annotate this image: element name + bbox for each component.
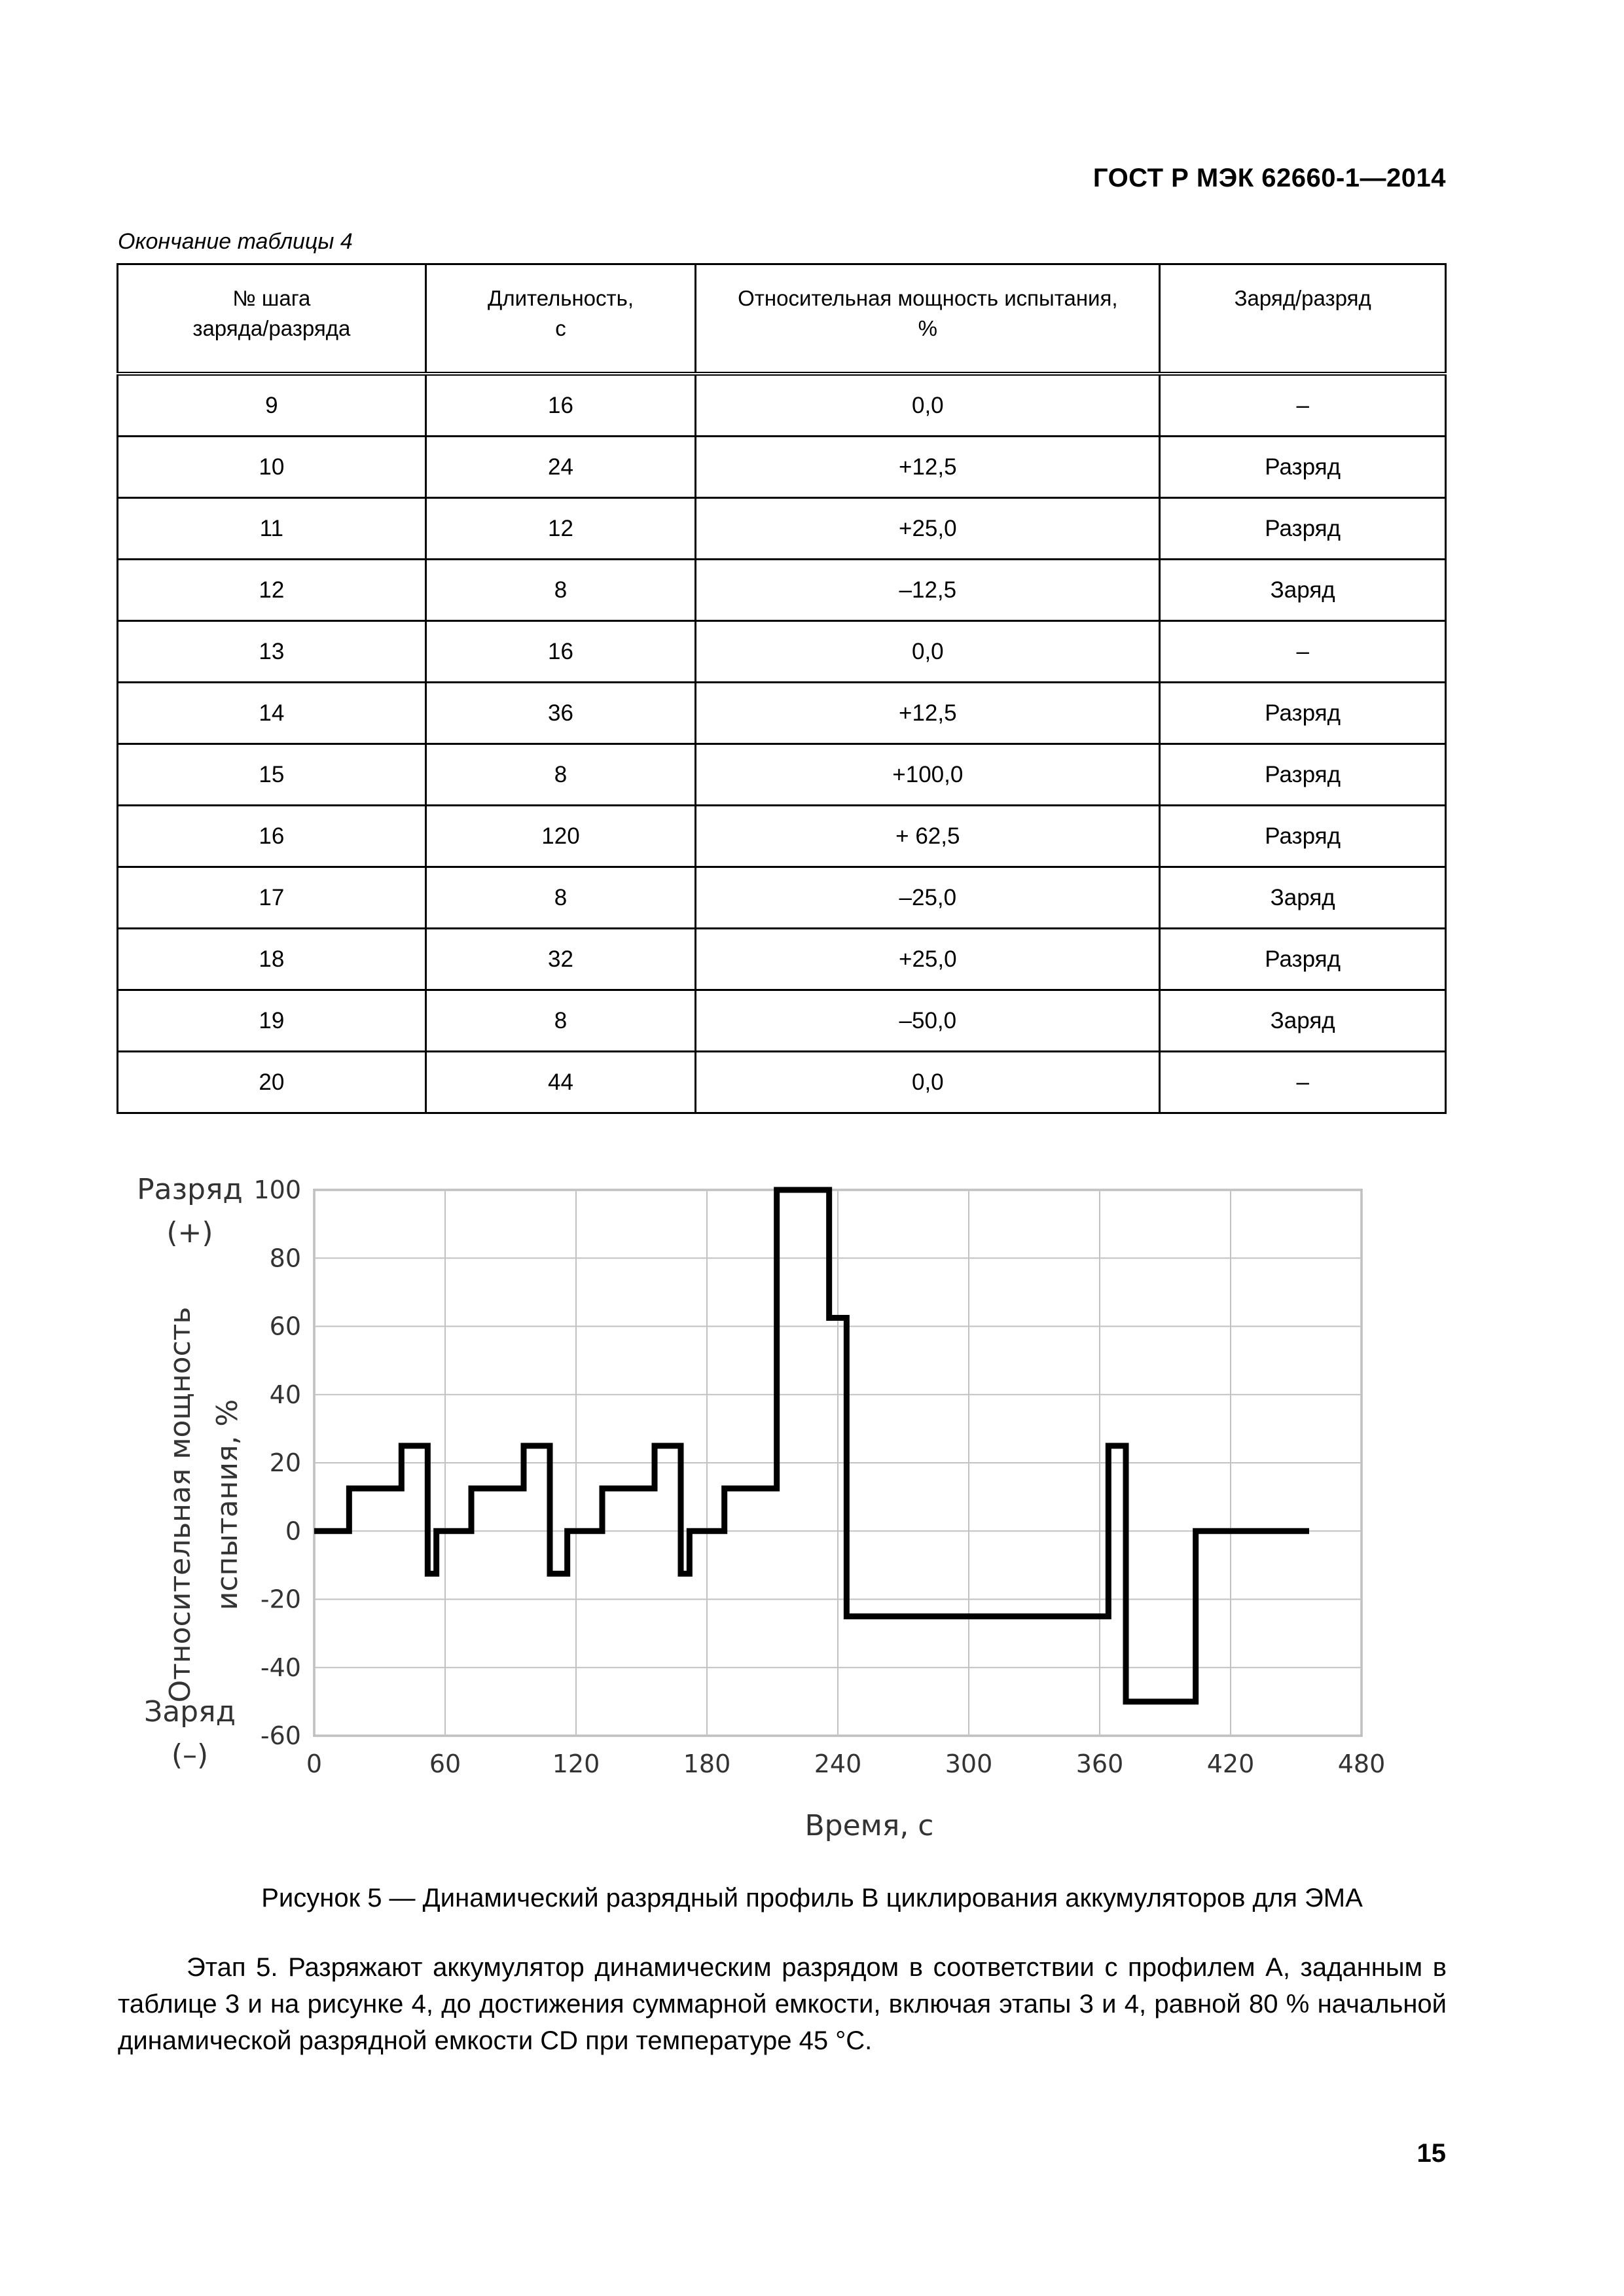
figure-caption: Рисунок 5 — Динамический разрядный профиль В циклирования аккумуляторов для ЭМА — [261, 1884, 1363, 1912]
y-tick-label: 60 — [269, 1312, 301, 1341]
cell-mode: Разряд — [1160, 806, 1446, 867]
cell-step: 18 — [118, 929, 426, 990]
cell-step: 13 — [118, 621, 426, 683]
table-row — [118, 621, 1446, 683]
cell-duration: 8 — [425, 867, 696, 929]
table-row — [118, 683, 1446, 744]
x-tick-label: 0 — [306, 1749, 323, 1778]
y-tick-label: -40 — [260, 1653, 301, 1682]
table-row — [118, 867, 1446, 929]
cell-duration: 24 — [425, 437, 696, 498]
table-row — [118, 990, 1446, 1052]
cell-power: –50,0 — [696, 990, 1160, 1052]
cell-step: 11 — [118, 498, 426, 560]
cell-duration: 8 — [425, 560, 696, 621]
cell-duration: 120 — [425, 806, 696, 867]
y-tick-label: 100 — [253, 1175, 301, 1204]
y-axis-title-line: испытания, % — [211, 1399, 244, 1611]
cell-mode: – — [1160, 1052, 1446, 1113]
y-tick-label: 0 — [285, 1516, 301, 1546]
x-tick-label: 480 — [1337, 1749, 1386, 1778]
y-tick-label: -20 — [260, 1585, 301, 1614]
x-tick-label: 420 — [1206, 1749, 1255, 1778]
cell-power: +25,0 — [696, 498, 1160, 560]
cell-power: –12,5 — [696, 560, 1160, 621]
charge-label: (–) — [171, 1738, 209, 1772]
data-table — [117, 263, 1447, 1114]
charge-label: Заряд — [144, 1695, 236, 1729]
discharge-label: (+) — [166, 1216, 213, 1249]
cell-duration: 16 — [425, 621, 696, 683]
y-tick-label: 20 — [269, 1448, 301, 1477]
cell-step: 15 — [118, 744, 426, 806]
table-row — [118, 374, 1446, 437]
cell-mode: Разряд — [1160, 929, 1446, 990]
cell-mode: – — [1160, 374, 1446, 437]
cell-power: +12,5 — [696, 683, 1160, 744]
column-header-duration: Длительность, с — [425, 264, 696, 374]
cell-power: 0,0 — [696, 621, 1160, 683]
cell-duration: 16 — [425, 374, 696, 437]
table-caption: Окончание таблицы 4 — [118, 229, 353, 254]
y-tick-label: -60 — [260, 1721, 301, 1750]
power-profile-chart — [118, 1145, 1427, 1852]
column-header-mode: Заряд/разряд — [1160, 264, 1446, 374]
cell-step: 9 — [118, 374, 426, 437]
table-row — [118, 806, 1446, 867]
cell-duration: 36 — [425, 683, 696, 744]
cell-duration: 32 — [425, 929, 696, 990]
table-row — [118, 498, 1446, 560]
cell-step: 17 — [118, 867, 426, 929]
cell-mode: Разряд — [1160, 498, 1446, 560]
cell-power: +100,0 — [696, 744, 1160, 806]
document-header: ГОСТ Р МЭК 62660-1—2014 — [1092, 164, 1446, 192]
x-axis-title: Время, с — [804, 1809, 934, 1842]
cell-mode: Заряд — [1160, 560, 1446, 621]
cell-power: –25,0 — [696, 867, 1160, 929]
x-tick-label: 360 — [1075, 1749, 1124, 1778]
cell-step: 20 — [118, 1052, 426, 1113]
cell-step: 19 — [118, 990, 426, 1052]
cell-step: 10 — [118, 437, 426, 498]
table-header-row — [118, 264, 1446, 374]
table-row — [118, 1052, 1446, 1113]
cell-power: 0,0 — [696, 1052, 1160, 1113]
cell-duration: 12 — [425, 498, 696, 560]
cell-mode: Разряд — [1160, 683, 1446, 744]
cell-power: +12,5 — [696, 437, 1160, 498]
cell-power: 0,0 — [696, 374, 1160, 437]
column-header-power: Относительная мощность испытания, % — [696, 264, 1160, 374]
cell-step: 16 — [118, 806, 426, 867]
table-row — [118, 744, 1446, 806]
y-tick-label: 40 — [269, 1380, 301, 1409]
x-tick-label: 180 — [683, 1749, 731, 1778]
paragraph-text: Этап 5. Разряжают аккумулятор динамическим разрядом в соответствии с профилем А, заданным в таблице 3 и на рисунке 4, до достижения суммарной емкости, включая этапы 3 и 4, равной 80 % начальной динамической разрядной емкости CD при температуре 45 °С. — [118, 1953, 1447, 2055]
cell-mode: Заряд — [1160, 990, 1446, 1052]
cell-duration: 8 — [425, 744, 696, 806]
cell-mode: Разряд — [1160, 437, 1446, 498]
x-tick-label: 240 — [814, 1749, 862, 1778]
table-row — [118, 560, 1446, 621]
table-body — [118, 374, 1446, 1113]
y-axis-title-line: Относительная мощность — [164, 1306, 197, 1703]
cell-step: 12 — [118, 560, 426, 621]
x-tick-label: 300 — [945, 1749, 993, 1778]
cell-power: +25,0 — [696, 929, 1160, 990]
page-number: 15 — [1416, 2139, 1446, 2168]
cell-mode: Заряд — [1160, 867, 1446, 929]
cell-mode: Разряд — [1160, 744, 1446, 806]
x-tick-label: 120 — [552, 1749, 600, 1778]
x-tick-label: 60 — [429, 1749, 461, 1778]
cell-mode: – — [1160, 621, 1446, 683]
table-row — [118, 929, 1446, 990]
table-row — [118, 437, 1446, 498]
cell-power: + 62,5 — [696, 806, 1160, 867]
column-header-step: № шага заряда/разряда — [118, 264, 426, 374]
cell-duration: 44 — [425, 1052, 696, 1113]
cell-duration: 8 — [425, 990, 696, 1052]
cell-step: 14 — [118, 683, 426, 744]
body-paragraph — [118, 1949, 1447, 2059]
discharge-label: Разряд — [137, 1173, 243, 1206]
y-tick-label: 80 — [269, 1244, 301, 1273]
